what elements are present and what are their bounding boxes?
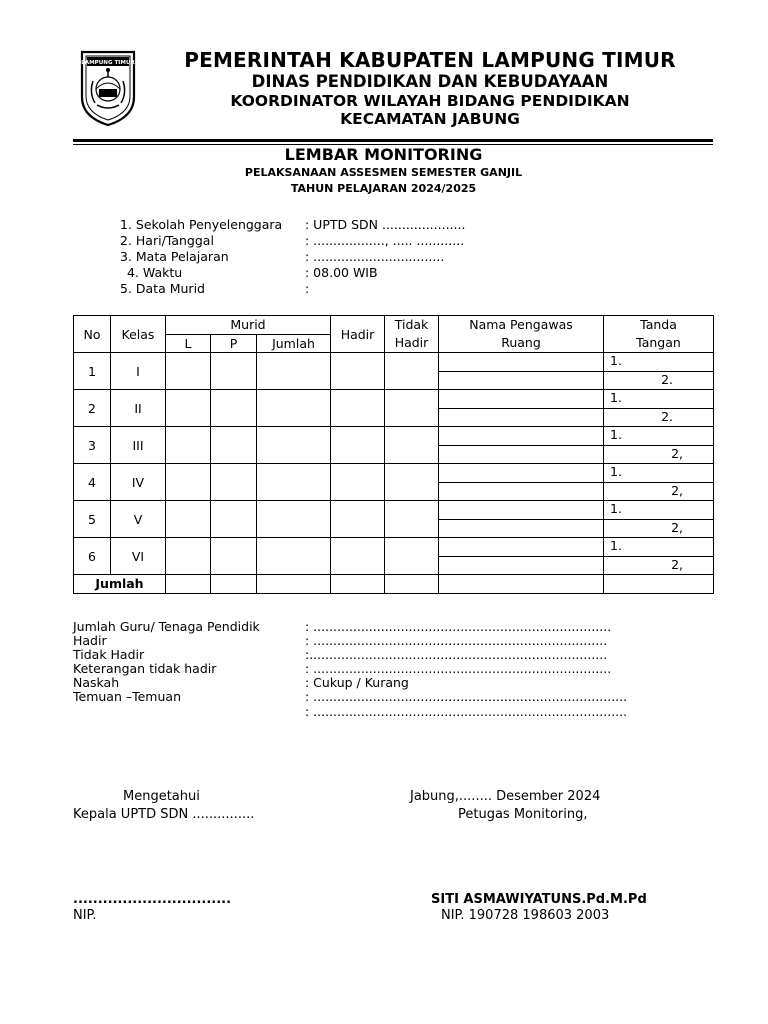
col-header-tanda-line1: Tanda [640, 317, 677, 332]
cell-l [166, 353, 211, 390]
cell-signature-1: 1. [604, 427, 714, 446]
form-subtitle-event: PELAKSANAAN ASSESMEN SEMESTER GANJIL [244, 166, 523, 179]
cell-kelas: IV [111, 464, 166, 501]
form-title: LEMBAR MONITORING [284, 145, 483, 164]
cell-hadir [331, 501, 385, 538]
cell-p [211, 390, 257, 427]
cell-tidak-hadir [385, 464, 439, 501]
info-value-subject: : ................................. [305, 249, 445, 264]
col-header-no: No [74, 316, 111, 353]
footer-value-teachers: : ........................................................................... [305, 619, 612, 634]
cell-signature-2: 2, [604, 556, 714, 575]
footer-label-naskah: Naskah [73, 675, 120, 690]
sig-left-name: ................................ [73, 892, 232, 907]
form-subtitle-year: TAHUN PELAJARAN 2024/2025 [290, 182, 477, 195]
sig-right-role: Petugas Monitoring, [458, 807, 588, 822]
cell-jumlah [257, 353, 331, 390]
col-header-kelas: Kelas [111, 316, 166, 353]
cell-jumlah [257, 464, 331, 501]
total-label: Jumlah [74, 575, 166, 594]
total-pengawas [439, 575, 604, 594]
info-value-students: : [305, 281, 310, 296]
cell-pengawas-2 [439, 371, 604, 390]
table-row [74, 390, 714, 409]
cell-no: 6 [74, 538, 111, 575]
col-header-tidak-hadir-line2: Hadir [394, 335, 429, 350]
cell-pengawas-1 [439, 501, 604, 520]
col-header-hadir: Hadir [331, 316, 385, 353]
info-label-school: 1. Sekolah Penyelenggara [120, 217, 283, 232]
info-value-time: : 08.00 WIB [305, 265, 378, 280]
sig-right-nip: NIP. 190728 198603 2003 [441, 908, 610, 923]
cell-pengawas-1 [439, 390, 604, 409]
cell-p [211, 353, 257, 390]
cell-hadir [331, 390, 385, 427]
cell-signature-2: 2, [604, 519, 714, 538]
cell-l [166, 390, 211, 427]
cell-l [166, 538, 211, 575]
col-header-pengawas [439, 316, 604, 353]
col-header-pengawas-line2: Ruang [501, 335, 541, 350]
cell-p [211, 427, 257, 464]
cell-no: 3 [74, 427, 111, 464]
footer-value-findings: : ............................................................................... [305, 689, 628, 704]
sig-left-role: Kepala UPTD SDN ............... [73, 807, 255, 822]
cell-no: 5 [74, 501, 111, 538]
cell-pengawas-1 [439, 538, 604, 557]
footer-value-absent: :........................................................................... [305, 647, 608, 662]
footer-label-teachers: Jumlah Guru/ Tenaga Pendidik [73, 619, 260, 634]
cell-jumlah [257, 390, 331, 427]
header-government: PEMERINTAH KABUPATEN LAMPUNG TIMUR [184, 48, 676, 72]
cell-l [166, 464, 211, 501]
cell-signature-1: 1. [604, 538, 714, 557]
footer-value-findings-2: : ............................................................................... [305, 704, 628, 719]
footer-label-absence-note: Keterangan tidak hadir [73, 661, 217, 676]
cell-tidak-hadir [385, 353, 439, 390]
cell-signature-2: 2, [604, 445, 714, 464]
cell-tidak-hadir [385, 538, 439, 575]
footer-value-naskah: : Cukup / Kurang [305, 675, 409, 690]
table-row [74, 464, 714, 483]
info-label-time: 4. Waktu [127, 265, 183, 280]
cell-p [211, 501, 257, 538]
footer-label-absent: Tidak Hadir [73, 647, 145, 662]
cell-pengawas-1 [439, 353, 604, 372]
footer-value-present: : .......................................................................... [305, 633, 608, 648]
cell-kelas: I [111, 353, 166, 390]
cell-signature-1: 1. [604, 353, 714, 372]
total-tidak-hadir [385, 575, 439, 594]
col-header-tanda-tangan [604, 316, 714, 353]
sig-right-name: SITI ASMAWIYATUNS.Pd.M.Pd [431, 892, 647, 907]
cell-signature-1: 1. [604, 390, 714, 409]
cell-p [211, 538, 257, 575]
header-district: KECAMATAN JABUNG [340, 110, 520, 128]
cell-hadir [331, 464, 385, 501]
table-total-row [74, 575, 714, 594]
cell-kelas: III [111, 427, 166, 464]
col-header-pengawas-line1: Nama Pengawas [469, 317, 573, 332]
col-header-tidak-hadir-line1: Tidak [394, 317, 429, 332]
district-crest-logo [79, 49, 137, 127]
total-l [166, 575, 211, 594]
cell-pengawas-2 [439, 482, 604, 501]
cell-hadir [331, 427, 385, 464]
footer-value-absence-note: : ........................................................................... [305, 661, 612, 676]
sig-left-nip: NIP. [73, 908, 97, 923]
cell-signature-2: 2. [604, 408, 714, 427]
cell-signature-1: 1. [604, 501, 714, 520]
sig-left-known: Mengetahui [123, 789, 200, 804]
total-signature [604, 575, 714, 594]
sig-right-place-date: Jabung,........ Desember 2024 [410, 789, 601, 804]
info-label-date: 2. Hari/Tanggal [120, 233, 214, 248]
cell-tidak-hadir [385, 390, 439, 427]
cell-pengawas-2 [439, 519, 604, 538]
col-header-tanda-line2: Tangan [636, 335, 681, 350]
monitoring-table [73, 315, 714, 594]
cell-hadir [331, 538, 385, 575]
cell-signature-2: 2, [604, 482, 714, 501]
table-row [74, 538, 714, 557]
cell-pengawas-1 [439, 427, 604, 446]
letterhead-divider-thick [73, 139, 713, 142]
cell-pengawas-2 [439, 445, 604, 464]
col-header-p: P [211, 334, 257, 353]
cell-hadir [331, 353, 385, 390]
cell-jumlah [257, 538, 331, 575]
info-label-subject: 3. Mata Pelajaran [120, 249, 229, 264]
footer-label-present: Hadir [73, 633, 107, 648]
cell-p [211, 464, 257, 501]
header-department: DINAS PENDIDIKAN DAN KEBUDAYAAN [251, 72, 609, 91]
info-value-date: : .................., ..... ............ [305, 233, 465, 248]
svg-text:LAMPUNG TIMUR: LAMPUNG TIMUR [81, 60, 135, 66]
info-label-students: 5. Data Murid [120, 281, 205, 296]
total-hadir [331, 575, 385, 594]
footer-label-findings: Temuan –Temuan [73, 689, 181, 704]
cell-pengawas-1 [439, 464, 604, 483]
table-row [74, 353, 714, 372]
cell-l [166, 427, 211, 464]
cell-no: 2 [74, 390, 111, 427]
cell-kelas: II [111, 390, 166, 427]
cell-pengawas-2 [439, 556, 604, 575]
cell-signature-2: 2. [604, 371, 714, 390]
col-header-jumlah: Jumlah [257, 334, 331, 353]
cell-tidak-hadir [385, 501, 439, 538]
col-header-murid: Murid [166, 316, 331, 335]
info-value-school: : UPTD SDN ..................... [305, 217, 466, 232]
cell-signature-1: 1. [604, 464, 714, 483]
cell-kelas: VI [111, 538, 166, 575]
col-header-tidak-hadir [385, 316, 439, 353]
cell-kelas: V [111, 501, 166, 538]
header-coordinator: KOORDINATOR WILAYAH BIDANG PENDIDIKAN [230, 92, 630, 110]
cell-no: 4 [74, 464, 111, 501]
col-header-l: L [166, 334, 211, 353]
cell-no: 1 [74, 353, 111, 390]
cell-pengawas-2 [439, 408, 604, 427]
table-row [74, 427, 714, 446]
cell-jumlah [257, 501, 331, 538]
total-jumlah [257, 575, 331, 594]
cell-tidak-hadir [385, 427, 439, 464]
total-p [211, 575, 257, 594]
table-row [74, 501, 714, 520]
cell-jumlah [257, 427, 331, 464]
cell-l [166, 501, 211, 538]
